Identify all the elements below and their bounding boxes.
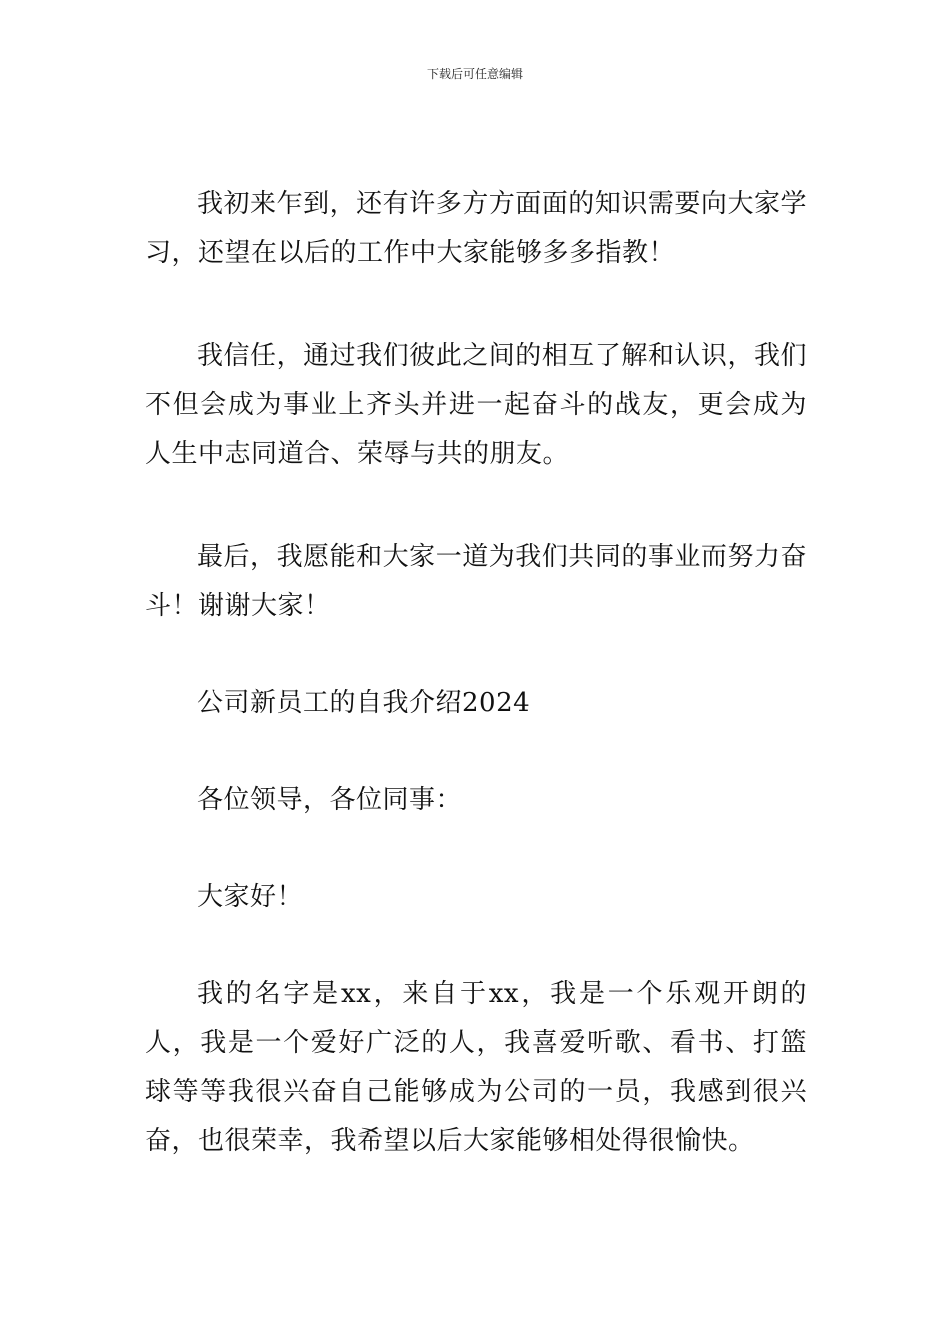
- greeting-hello: 大家好！: [197, 882, 304, 912]
- document-body: [145, 180, 807, 1166]
- greeting-salutation: 各位领导，各位同事：: [197, 785, 463, 815]
- page-header: 下载后可任意编辑: [426, 67, 523, 81]
- section-title: 公司新员工的自我介绍2024: [197, 688, 531, 718]
- paragraph-final-thanks: 最后，我愿能和大家一道为我们共同的事业而努力奋斗！谢谢大家！: [145, 542, 807, 621]
- paragraph-self-intro: 我的名字是xx，来自于xx，我是一个乐观开朗的人，我是一个爱好广泛的人，我喜爱听歌、看书、打篮球等等我很兴奋自己能够成为公司的一员，我感到很兴奋，也很荣幸，我希望以后大家能够相处得很愉快。: [145, 979, 807, 1156]
- paragraph-closing-learning: 我初来乍到，还有许多方方面面的知识需要向大家学习，还望在以后的工作中大家能够多多指教！: [145, 189, 807, 268]
- paragraph-trust: 我信任，通过我们彼此之间的相互了解和认识，我们不但会成为事业上齐头并进一起奋斗的战友，更会成为人生中志同道合、荣辱与共的朋友。: [145, 341, 807, 469]
